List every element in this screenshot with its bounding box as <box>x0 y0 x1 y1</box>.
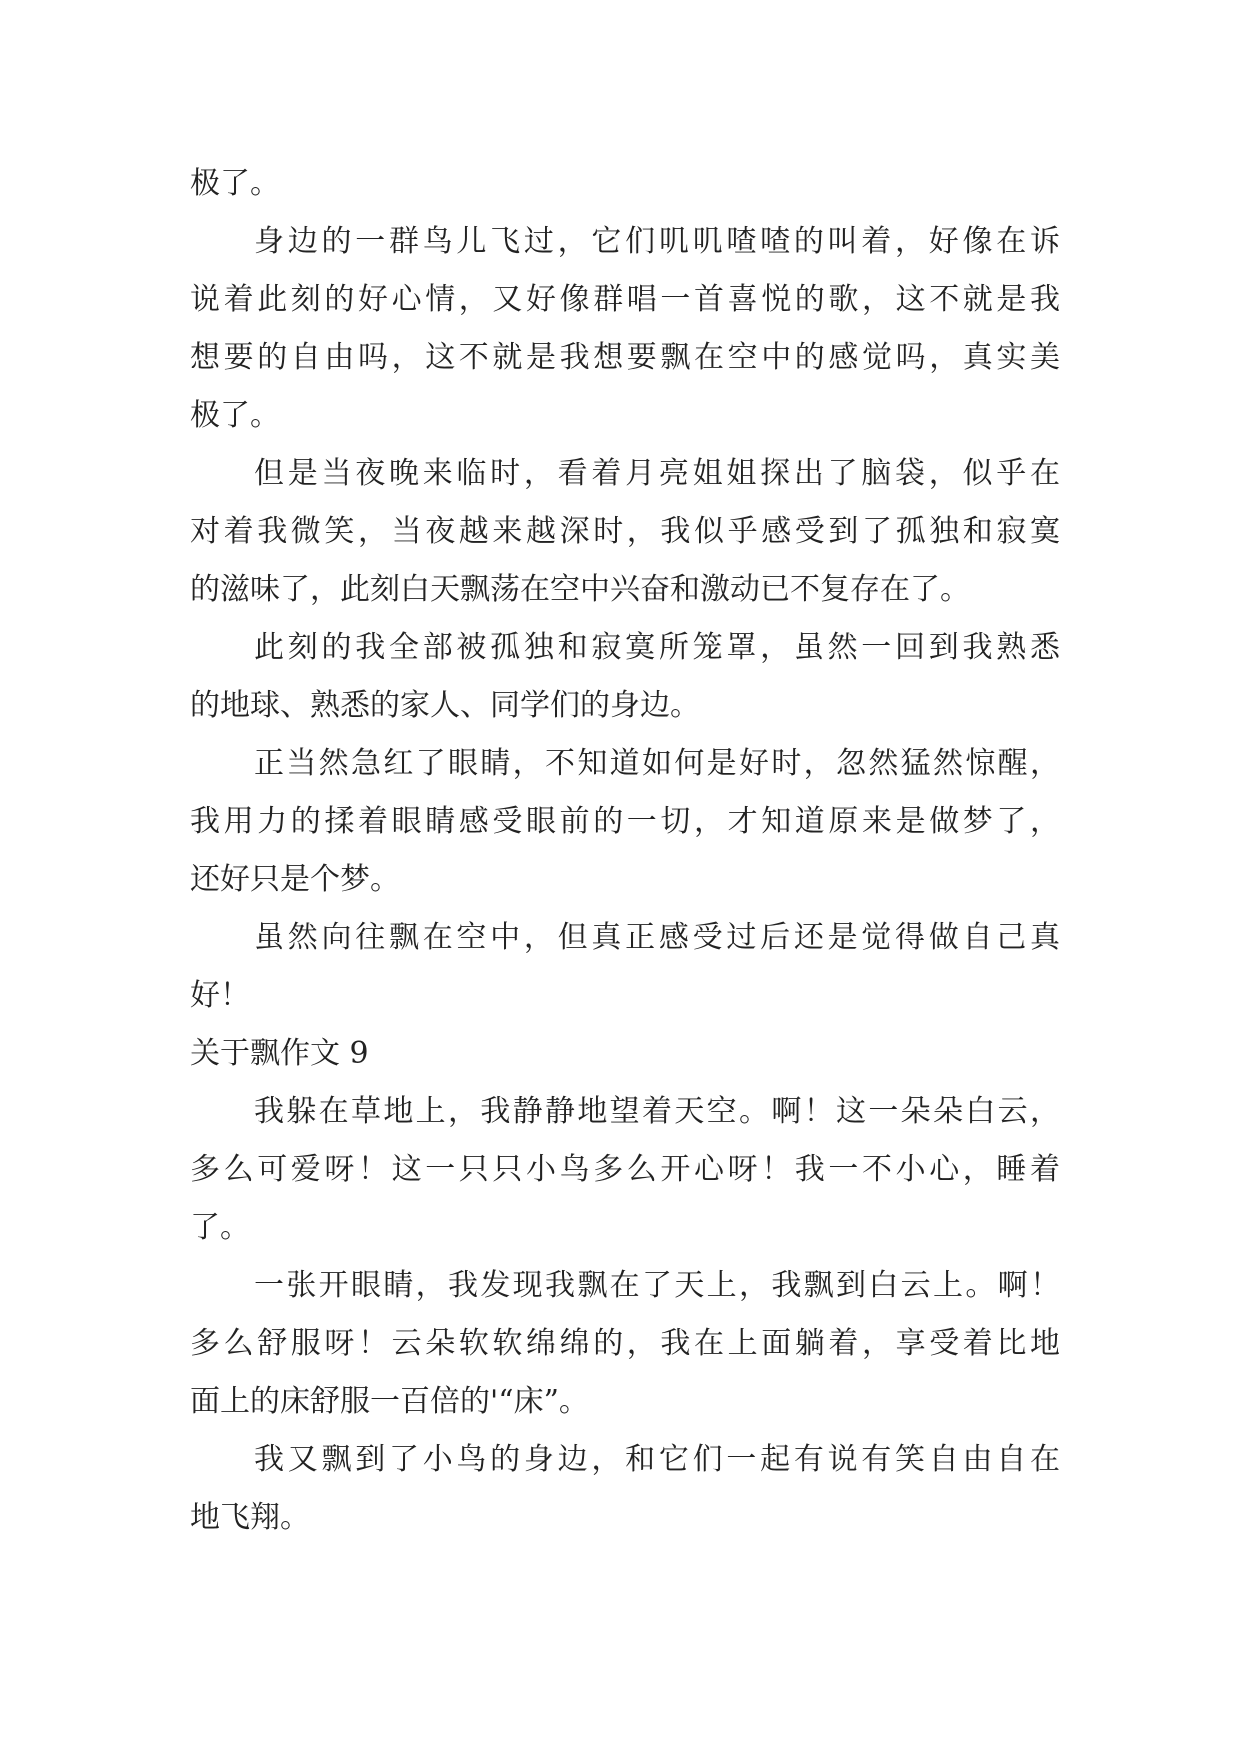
paragraph <box>190 1257 1060 1431</box>
text-line: 极了。 <box>190 166 280 201</box>
text-line: 多么可爱呀！这一只只小鸟多么开心呀！我一不小心，睡着 <box>190 1152 1060 1187</box>
paragraph <box>190 155 1060 213</box>
text-line: 身边的一群鸟儿飞过，它们叽叽喳喳的叫着，好像在诉 <box>254 224 1060 259</box>
text-line: 极了。 <box>190 398 280 433</box>
text-line: 好！ <box>190 978 250 1013</box>
paragraph <box>190 1083 1060 1257</box>
text-line: 多么舒服呀！云朵软软绵绵的，我在上面躺着，享受着比地 <box>190 1326 1060 1361</box>
text-line: 一张开眼睛，我发现我飘在了天上，我飘到白云上。啊！ <box>254 1268 1060 1303</box>
text-line: 说着此刻的好心情，又好像群唱一首喜悦的歌，这不就是我 <box>190 282 1060 317</box>
paragraph <box>190 619 1060 735</box>
text-line: 此刻的我全部被孤独和寂寞所笼罩，虽然一回到我熟悉 <box>254 630 1060 665</box>
text-line: 对着我微笑，当夜越来越深时，我似乎感受到了孤独和寂寞 <box>190 514 1060 549</box>
document-body <box>190 155 1060 1547</box>
heading-text: 关于飘作文 9 <box>190 1036 369 1071</box>
text-line: 地飞翔。 <box>190 1500 310 1535</box>
text-line: 正当然急红了眼睛，不知道如何是好时，忽然猛然惊醒， <box>254 746 1060 781</box>
paragraph <box>190 213 1060 445</box>
text-line: 我躲在草地上，我静静地望着天空。啊！这一朵朵白云， <box>254 1094 1060 1129</box>
paragraph <box>190 909 1060 1025</box>
text-line: 但是当夜晚来临时，看着月亮姐姐探出了脑袋，似乎在 <box>254 456 1060 491</box>
text-line: 虽然向往飘在空中，但真正感受过后还是觉得做自己真 <box>254 920 1060 955</box>
text-line: 想要的自由吗，这不就是我想要飘在空中的感觉吗，真实美 <box>190 340 1060 375</box>
paragraph <box>190 735 1060 909</box>
section-heading <box>190 1025 1060 1083</box>
text-line: 我用力的揉着眼睛感受眼前的一切，才知道原来是做梦了， <box>190 804 1060 839</box>
paragraph <box>190 1431 1060 1547</box>
text-line: 我又飘到了小鸟的身边，和它们一起有说有笑自由自在 <box>254 1442 1060 1477</box>
text-line: 还好只是个梦。 <box>190 862 400 897</box>
text-line: 了。 <box>190 1210 250 1245</box>
text-line: 的地球、熟悉的家人、同学们的身边。 <box>190 688 700 723</box>
paragraph <box>190 445 1060 619</box>
text-line: 面上的床舒服一百倍的'“床”。 <box>190 1384 589 1419</box>
text-line: 的滋味了，此刻白天飘荡在空中兴奋和激动已不复存在了。 <box>190 572 970 607</box>
